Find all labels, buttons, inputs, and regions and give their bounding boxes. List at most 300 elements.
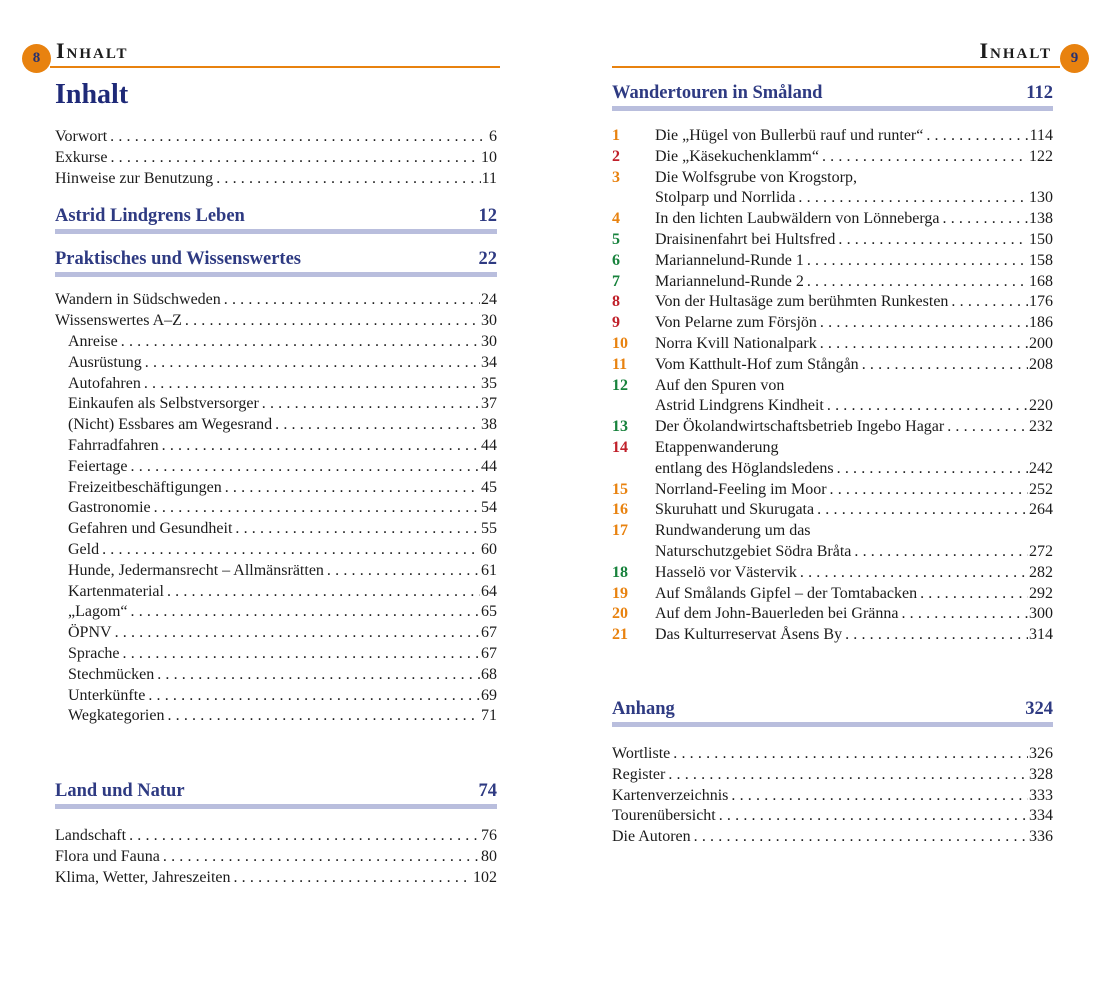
toc-entry-page: 35 [481, 374, 497, 392]
tour-title-line [655, 604, 1053, 625]
dot-leader [854, 542, 1028, 563]
tour-title [655, 313, 1053, 334]
tour-title [655, 500, 1053, 521]
dot-leader [800, 563, 1028, 584]
section-heading-wandertouren [612, 82, 1053, 111]
toc-entry [612, 786, 1053, 807]
tour-number: 19 [612, 584, 628, 602]
toc-entry-label: Unterkünfte [68, 686, 146, 704]
toc-entry-label: Tourenübersicht [612, 807, 716, 825]
tour-title-line [655, 272, 1053, 293]
toc-entry-page: 60 [481, 540, 497, 558]
tour-title [655, 251, 1053, 272]
tour-title [655, 272, 1053, 293]
toc-entry-page: 68 [481, 665, 497, 683]
tour-title-text: Vom Katthult-Hof zum Stångån [655, 355, 859, 373]
tour-title [655, 604, 1053, 625]
tour-page: 272 [1029, 542, 1053, 560]
toc-entry-label: Freizeitbeschäftigungen [68, 478, 222, 496]
tour-entry [612, 584, 1053, 605]
toc-section [55, 205, 497, 234]
tour-title [655, 334, 1053, 355]
section-page-number: 74 [478, 781, 497, 802]
toc-entry [55, 540, 497, 561]
toc-entry [55, 169, 497, 190]
toc-entry [55, 127, 497, 148]
toc-entry-page: 328 [1029, 765, 1053, 783]
tour-entry [612, 251, 1053, 272]
toc-entry-page: 55 [481, 520, 497, 538]
toc-entry [55, 374, 497, 395]
section-title: Anhang [612, 698, 675, 719]
tour-entry [612, 209, 1053, 230]
tour-number: 18 [612, 563, 628, 581]
tour-title [655, 480, 1053, 501]
toc-entry-label: Landschaft [55, 827, 127, 845]
tour-title [655, 563, 1053, 584]
tour-number: 6 [612, 251, 620, 269]
toc-entry [55, 623, 497, 644]
toc-entry [55, 561, 497, 582]
dot-leader [807, 272, 1028, 293]
toc-entry-label: Autofahren [68, 374, 141, 392]
tour-title-text: Auf den Spuren von [655, 376, 785, 394]
tour-title-line [655, 313, 1053, 334]
tour-title [655, 417, 1053, 438]
toc-entry [612, 806, 1053, 827]
toc-entry [55, 148, 497, 169]
dot-leader [943, 209, 1029, 230]
tour-title [655, 147, 1053, 168]
toc-entry-page: 6 [489, 128, 497, 145]
tour-title-line [655, 459, 1053, 480]
dot-leader [144, 374, 480, 395]
tour-page: 114 [1029, 127, 1053, 144]
tour-title-line [655, 376, 1053, 397]
toc-entry [55, 826, 497, 847]
tour-page: 158 [1029, 251, 1053, 269]
section-title: Praktisches und Wissenswertes [55, 249, 302, 270]
dot-leader [110, 127, 488, 148]
tour-page: 186 [1029, 314, 1053, 332]
tour-title [655, 126, 1053, 147]
toc-entry [55, 686, 497, 707]
tour-entry [612, 355, 1053, 376]
tour-title [655, 230, 1053, 251]
section-heading [55, 780, 497, 809]
tour-title [655, 376, 1053, 418]
toc-entry-page: 30 [481, 332, 497, 350]
dot-leader [185, 311, 480, 332]
toc-entry [55, 478, 497, 499]
tour-number: 14 [612, 438, 628, 456]
dot-leader [668, 765, 1028, 786]
dot-leader [224, 290, 480, 311]
tour-title-text: Rundwanderung um das [655, 522, 811, 540]
toc-entry-label: Geld [68, 540, 100, 558]
tour-page: 138 [1029, 210, 1053, 228]
page-title: Inhalt [55, 79, 129, 110]
tour-entry [612, 480, 1053, 501]
section-page-number: 324 [1025, 698, 1053, 719]
tour-title-line [655, 251, 1053, 272]
tour-number: 7 [612, 272, 620, 290]
tour-page: 242 [1029, 459, 1053, 477]
tour-page: 130 [1029, 189, 1053, 207]
tour-title-line [655, 417, 1053, 438]
tour-title-line [655, 500, 1053, 521]
toc-entry [612, 744, 1053, 765]
tour-title-text: Von der Hultasäge zum berühmten Runkesten [655, 293, 949, 311]
tour-title-text: Etappenwanderung [655, 438, 779, 456]
toc-entry-page: 69 [481, 686, 497, 704]
dot-leader [827, 396, 1028, 417]
toc-entry-label: Stechmücken [68, 665, 155, 683]
tour-title-line [655, 521, 1053, 542]
tour-entry [612, 417, 1053, 438]
toc-entry [55, 457, 497, 478]
dot-leader [327, 561, 480, 582]
toc-entry-page: 24 [481, 291, 497, 309]
tour-number: 21 [612, 626, 628, 644]
tour-page: 232 [1029, 418, 1053, 436]
toc-entry-label: Exkurse [55, 148, 108, 166]
tour-title-line [655, 542, 1053, 563]
toc-entry [55, 706, 497, 727]
tour-entry [612, 500, 1053, 521]
toc-entry [55, 602, 497, 623]
tour-title-text: Naturschutzgebiet Södra Bråta [655, 542, 852, 560]
tour-entry [612, 147, 1053, 168]
tour-entry [612, 168, 1053, 210]
tour-page: 208 [1029, 355, 1053, 373]
toc-entry-label: Einkaufen als Selbstversorger [68, 395, 259, 413]
tour-title-text: Von Pelarne zum Försjön [655, 314, 817, 332]
dot-leader [131, 602, 480, 623]
dot-leader [121, 332, 480, 353]
toc-entry [55, 498, 497, 519]
section-title: Land und Natur [55, 781, 185, 802]
tour-page: 252 [1029, 480, 1053, 498]
toc-entry-label: Feiertage [68, 457, 128, 475]
dot-leader [817, 500, 1028, 521]
tour-title-line [655, 563, 1053, 584]
tour-title-text: entlang des Höglandsledens [655, 459, 834, 477]
toc-entry-label: Fahrradfahren [68, 436, 159, 454]
toc-entry [55, 665, 497, 686]
tour-title-text: Der Ökolandwirtschaftsbetrieb Ingebo Hagar [655, 418, 945, 436]
section-page-number: 12 [478, 206, 497, 227]
toc-entry [55, 311, 497, 332]
tour-title [655, 292, 1053, 313]
toc-entry-page: 102 [473, 868, 497, 886]
toc-entry-label: (Nicht) Essbares am Wegesrand [68, 416, 273, 434]
tour-title-line [655, 168, 1053, 189]
toc-entry-page: 334 [1029, 807, 1053, 825]
toc-entry-page: 333 [1029, 786, 1053, 804]
tour-title-line [655, 584, 1053, 605]
toc-entry-page: 37 [481, 395, 497, 413]
section-title: Astrid Lindgrens Leben [55, 206, 245, 227]
toc-entry [55, 644, 497, 665]
dot-leader [901, 604, 1028, 625]
left-page-column [55, 80, 497, 889]
tour-page: 168 [1029, 272, 1053, 290]
page-number-badge-left: 8 [22, 44, 51, 73]
tour-page: 264 [1029, 501, 1053, 519]
toc-entry-label: Register [612, 765, 666, 783]
header-rule-left [50, 66, 500, 68]
tour-entry [612, 230, 1053, 251]
toc-entry-label: Anreise [68, 332, 118, 350]
toc-entry [55, 868, 497, 889]
tour-entry [612, 334, 1053, 355]
tour-title-line [655, 126, 1053, 147]
tour-title-text: Skuruhatt und Skurugata [655, 501, 815, 519]
section-heading [55, 205, 497, 234]
toc-entry-page: 34 [481, 353, 497, 371]
tour-title-text: Die Wolfsgrube von Krogstorp, [655, 168, 857, 186]
tour-title-line [655, 188, 1053, 209]
tour-entry [612, 625, 1053, 646]
tour-number: 12 [612, 376, 628, 394]
toc-entry-label: Gastronomie [68, 499, 151, 517]
tour-title-line [655, 396, 1053, 417]
toc-entry-page: 10 [481, 148, 497, 166]
section-heading [55, 248, 497, 277]
dot-leader [162, 436, 480, 457]
toc-entry-label: Kartenmaterial [68, 582, 164, 600]
dot-leader [920, 584, 1028, 605]
dot-leader [719, 806, 1028, 827]
tour-page: 292 [1029, 584, 1053, 602]
tour-number: 8 [612, 293, 620, 311]
tour-number: 20 [612, 605, 628, 623]
dot-leader [163, 847, 480, 868]
tour-title-text: Astrid Lindgrens Kindheit [655, 397, 824, 415]
toc-entry [55, 436, 497, 457]
dot-leader [837, 459, 1028, 480]
tour-number: 10 [612, 334, 628, 352]
toc-entry-page: 64 [481, 582, 497, 600]
dot-leader [820, 313, 1028, 334]
tour-title-text: Die „Käsekuchenklamm“ [655, 147, 819, 165]
tour-entry [612, 563, 1053, 584]
tour-title-line [655, 292, 1053, 313]
tour-title-text: Norrland-Feeling im Moor [655, 480, 827, 498]
tour-entry [612, 272, 1053, 293]
tour-entry [612, 126, 1053, 147]
toc-entry-label: Hunde, Jedermansrecht – Allmänsrätten [68, 561, 324, 579]
toc-entry-page: 45 [481, 478, 497, 496]
dot-leader [216, 169, 480, 190]
tour-number: 11 [612, 355, 628, 373]
toc-entry [55, 394, 497, 415]
dot-leader [115, 623, 480, 644]
dot-leader [123, 644, 480, 665]
dot-leader [225, 478, 480, 499]
tour-title [655, 438, 1053, 480]
tour-entry [612, 292, 1053, 313]
toc-entry-page: 71 [481, 707, 497, 725]
dot-leader [235, 519, 480, 540]
dot-leader [926, 126, 1028, 147]
tour-title-line [655, 209, 1053, 230]
tour-page: 122 [1029, 147, 1053, 165]
tour-page: 282 [1029, 563, 1053, 581]
dot-leader [275, 415, 480, 436]
toc-entry-label: „Lagom“ [68, 603, 128, 621]
dot-leader [145, 353, 480, 374]
toc-entry-page: 67 [481, 624, 497, 642]
tour-number: 3 [612, 168, 620, 186]
toc-section [55, 780, 497, 888]
right-page-column [612, 80, 1053, 848]
dot-leader [102, 540, 480, 561]
toc-entry-label: Kartenverzeichnis [612, 786, 729, 804]
tour-title [655, 168, 1053, 210]
toc-entry-page: 80 [481, 847, 497, 865]
dot-leader [845, 625, 1028, 646]
section-page-number: 22 [478, 249, 497, 270]
section-entry-list [55, 826, 497, 888]
toc-entry [612, 765, 1053, 786]
tour-title [655, 209, 1053, 230]
tour-page: 200 [1029, 334, 1053, 352]
dot-leader [167, 706, 480, 727]
tour-title-text: Stolparp und Norrlida [655, 189, 796, 207]
toc-entry-page: 67 [481, 644, 497, 662]
toc-entry-label: Ausrüstung [68, 353, 142, 371]
dot-leader [862, 355, 1028, 376]
dot-leader [838, 230, 1028, 251]
running-header-left: Inhalt [56, 38, 129, 63]
toc-entry [55, 332, 497, 353]
tour-number: 1 [612, 127, 620, 144]
toc-entry-label: Die Autoren [612, 828, 691, 846]
toc-entry-page: 30 [481, 312, 497, 330]
toc-entry-page: 65 [481, 603, 497, 621]
dot-leader [951, 292, 1028, 313]
tour-page: 314 [1029, 626, 1053, 644]
dot-leader [694, 827, 1028, 848]
tour-title [655, 521, 1053, 563]
tour-title-text: Norra Kvill Nationalpark [655, 334, 817, 352]
tour-title-text: Auf dem John-Bauerleden bei Gränna [655, 605, 899, 623]
tour-title-text: Auf Smålands Gipfel – der Tomtabacken [655, 584, 918, 602]
toc-section [55, 248, 497, 727]
section-title: Wandertouren in Småland [612, 83, 823, 103]
toc-entry [612, 827, 1053, 848]
tour-title-line [655, 230, 1053, 251]
tour-title-line [655, 625, 1053, 646]
tour-page: 176 [1029, 293, 1053, 311]
tour-number: 2 [612, 147, 620, 165]
toc-entry-label: Klima, Wetter, Jahreszeiten [55, 868, 231, 886]
tour-entry [612, 604, 1053, 625]
dot-leader [830, 480, 1028, 501]
toc-entry [55, 415, 497, 436]
tour-number: 16 [612, 501, 628, 519]
toc-entry-page: 326 [1029, 744, 1053, 762]
dot-leader [673, 744, 1028, 765]
toc-entry-label: Gefahren und Gesundheit [68, 520, 233, 538]
tour-entry [612, 438, 1053, 480]
dot-leader [822, 147, 1028, 168]
dot-leader [131, 457, 480, 478]
toc-entry-label: Flora und Fauna [55, 847, 160, 865]
toc-entry-label: Hinweise zur Benutzung [55, 169, 214, 187]
dot-leader [129, 826, 480, 847]
tour-title-text: Draisinenfahrt bei Hultsfred [655, 230, 836, 248]
tour-title-line [655, 334, 1053, 355]
tour-number: 17 [612, 522, 628, 540]
dot-leader [731, 786, 1028, 807]
tour-title [655, 355, 1053, 376]
appendix-list [612, 744, 1053, 848]
toc-entry-page: 76 [481, 827, 497, 845]
tour-title-text: Die „Hügel von Bullerbü rauf und runter“ [655, 127, 924, 144]
section-page-number: 112 [1026, 83, 1053, 103]
front-matter-list [55, 127, 497, 189]
toc-entry-page: 61 [481, 561, 497, 579]
dot-leader [798, 188, 1028, 209]
toc-entry-page: 11 [481, 169, 497, 187]
tour-list [612, 126, 1053, 646]
tour-title-line [655, 438, 1053, 459]
dot-leader [148, 686, 480, 707]
toc-entry-label: Sprache [68, 644, 120, 662]
tour-number: 9 [612, 314, 620, 332]
toc-entry-page: 44 [481, 436, 497, 454]
toc-entry-page: 54 [481, 499, 497, 517]
toc-entry-label: Wissenswertes A–Z [55, 312, 182, 330]
tour-title-text: Das Kulturreservat Åsens By [655, 626, 843, 644]
section-entry-list [55, 290, 497, 727]
toc-entry-label: Wortliste [612, 744, 671, 762]
page-number-badge-right: 9 [1060, 44, 1089, 73]
toc-entry-page: 38 [481, 416, 497, 434]
tour-entry [612, 521, 1053, 563]
dot-leader [167, 582, 480, 603]
tour-title-text: Mariannelund-Runde 2 [655, 272, 804, 290]
toc-entry-page: 336 [1029, 828, 1053, 846]
tour-page: 220 [1029, 397, 1053, 415]
toc-entry-label: ÖPNV [68, 624, 112, 642]
tour-number: 4 [612, 210, 620, 228]
dot-leader [807, 251, 1028, 272]
tour-number: 13 [612, 418, 628, 436]
tour-page: 150 [1029, 230, 1053, 248]
tour-title-text: In den lichten Laubwäldern von Lönneberga [655, 210, 940, 228]
tour-title-line [655, 355, 1053, 376]
dot-leader [820, 334, 1028, 355]
toc-entry-label: Wegkategorien [68, 707, 165, 725]
tour-title [655, 584, 1053, 605]
toc-entry [55, 290, 497, 311]
section-heading-anhang [612, 698, 1053, 727]
tour-title-text: Mariannelund-Runde 1 [655, 251, 804, 269]
tour-title [655, 625, 1053, 646]
dot-leader [157, 665, 480, 686]
header-rule-right [612, 66, 1060, 68]
toc-entry [55, 582, 497, 603]
dot-leader [262, 394, 480, 415]
tour-title-text: Hasselö vor Västervik [655, 563, 797, 581]
dot-leader [233, 868, 472, 889]
toc-entry [55, 847, 497, 868]
running-header-right: Inhalt [979, 38, 1052, 63]
